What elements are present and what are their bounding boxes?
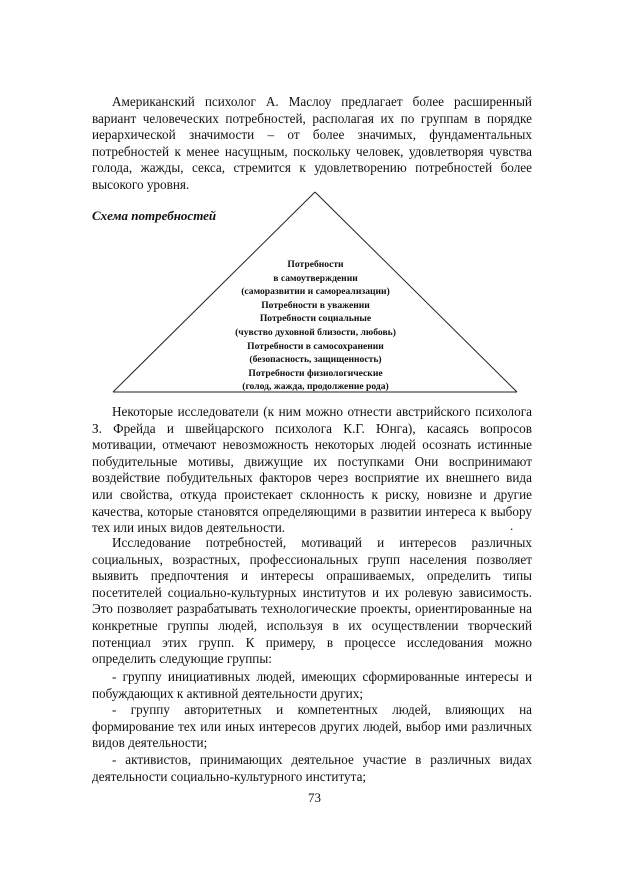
list-item: - группу авторитетных и компетентных людей, влияющих на формирование тех или иных интересов других людей, выбор ими различных видов деятельности; — [92, 702, 532, 751]
list-item: - активистов, принимающих деятельное участие в различных видах деятельности социально-культурного института; — [92, 752, 532, 784]
pyramid-line: Потребности социальные — [259, 313, 372, 325]
paragraph-study: Исследование потребностей, мотиваций и интересов различных социальных, возрастных, профессиональных групп населения позволяет выявить предпочтения и интересы опрашиваемых, определить типы посетителей социально-культурных институтов и их ролевую зависимость. Это позволяет разрабатывать технологические проекты, ориентированные на конкретные группы людей, используя в их осуществлении творческий потенциал этих групп. К примеру, в процессе исследования можно определить следующие группы: — [92, 535, 532, 667]
pyramid-line: Потребности физиологические — [248, 367, 383, 379]
pyramid-line: (безопасность, защищенность) — [249, 354, 382, 366]
pyramid-line: (саморазвитии и самореализации) — [241, 286, 390, 298]
paragraph-researchers: Некоторые исследователи (к ним можно отнести австрийского психолога З. Фрейда и швейцарского психолога К.Г. Юнга), касаясь вопросов мотивации, отмечают невозможность некоторых людей осознать истинные побудительные мотивы, движущие их поступками Они воспринимают воздействие побудительных факторов через восприятие их внешнего вида или свойства, откуда проистекает склонность к риску, новизне и другие качества, которые становятся определяющими в развитии интереса к выбору тех или иных видов деятельности. — [92, 404, 532, 536]
pyramid-line: (голод, жажда, продолжение рода) — [242, 381, 389, 393]
pyramid-line: (чувство духовной близости, любовь) — [235, 326, 396, 338]
paragraph-maslow-intro: Американский психолог А. Маслоу предлагает более расширенный вариант человеческих потребностей, располагая их по группам в порядке иерархической значимости – от более значимых, фундаментальных потребностей к менее насущным, поскольку человек, удовлетворяя чувства голода, жажды, секса, стремится к удовлетворению потребностей более высокого уровня. — [92, 94, 532, 192]
pyramid-line: в самоутверждении — [273, 272, 358, 284]
list-item: - группу инициативных людей, имеющих сформированные интересы и побуждающих к активной деятельности других; — [92, 669, 532, 701]
page-number: 73 — [308, 790, 321, 805]
scheme-title: Схема потребностей — [92, 208, 217, 223]
pyramid-levels — [191, 258, 440, 394]
stray-dot-mark: . — [510, 518, 514, 533]
pyramid-line: Потребности в уважении — [261, 299, 370, 311]
pyramid-line: Потребности — [287, 259, 344, 270]
pyramid-line: Потребности в самосохранении — [247, 340, 384, 352]
